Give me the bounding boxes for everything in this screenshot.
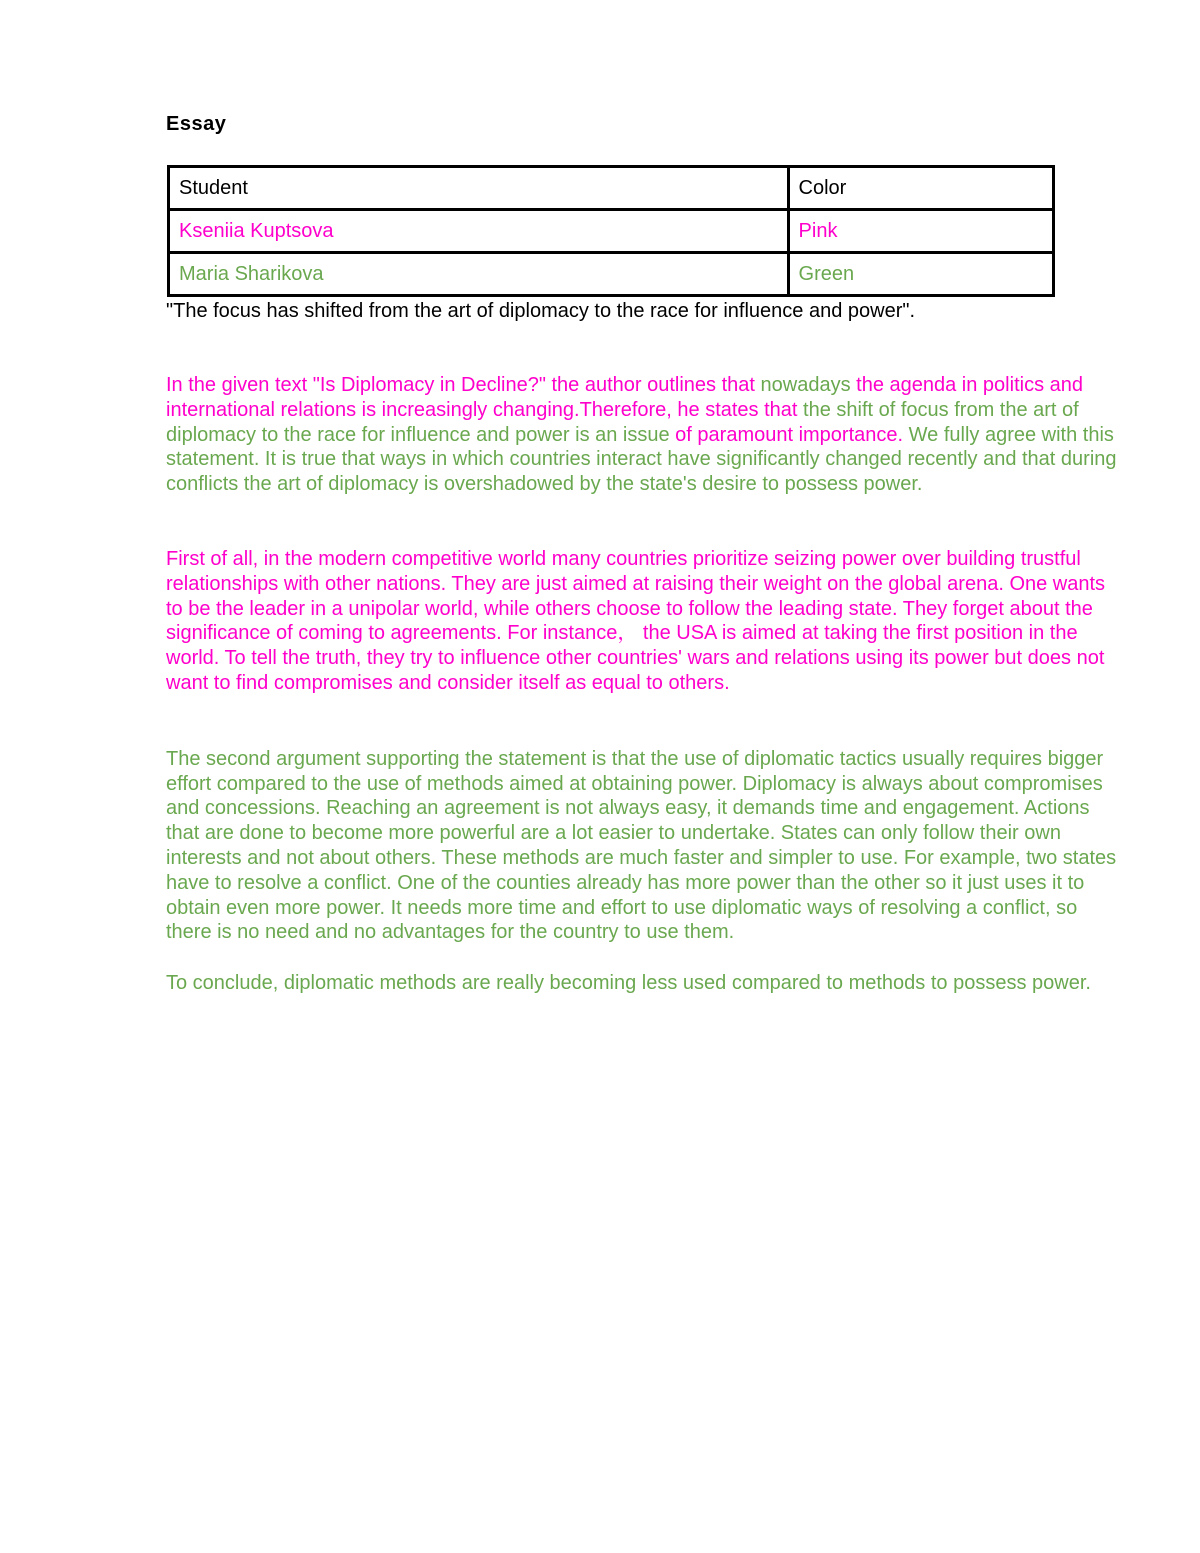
paragraph-second-argument: The second argument supporting the statement is that the use of diplomatic tactics usually requires bigger effort compared to the use of methods aimed at obtaining power. Diplomacy is always about compromises and concessions. Reaching an agreement is not always easy, it demands time and engagement. Actions that are done to become more powerful are a lot easier to undertake. States can only follow their own interests and not about others. These methods are much faster and simpler to use. For example, two states have to resolve a conflict. One of the counties already has more power than the other so it just uses it to obtain even more power. It needs more time and effort to use diplomatic ways of resolving a conflict, so there is no need and no advantages for the country to use them. (166, 747, 1117, 944)
student-color-cell: Green (788, 253, 1053, 296)
header-color: Color (788, 167, 1053, 210)
essay-title: Essay (166, 113, 227, 135)
table-row (169, 210, 1054, 253)
student-name-cell: Kseniia Kuptsova (169, 210, 789, 253)
paragraph-introduction (166, 373, 1122, 497)
table-header-row (169, 167, 1054, 210)
student-name-cell: Maria Sharikova (169, 253, 789, 296)
paragraph-first-argument: First of all, in the modern competitive world many countries prioritize seizing power over building trustful relationships with other nations. They are just aimed at raising their weight on the global arena. One wants to be the leader in a unipolar world, while others choose to follow the leading state. They forget about the significance of coming to agreements. For instance， the USA is aimed at taking the first position in the world. To tell the truth, they try to influence other countries' wars and relations using its power but does not want to find compromises and consider itself as equal to others. (166, 547, 1106, 694)
header-student: Student (169, 167, 789, 210)
text-segment-green: We fully agree with this statement. It is true that ways in which countries interact have significantly changed recently and that during conflicts the art of diplomacy is overshadowed by the state's desire to possess power. (166, 423, 1117, 496)
text-segment-green: the shift of focus from the art of diplomacy to the race for influence and power is an issue (166, 398, 1079, 446)
text-segment-pink: In the given text "Is Diplomacy in Decline?" the author outlines that (166, 374, 761, 396)
student-color-table (167, 165, 1055, 297)
essay-quote: "The focus has shifted from the art of diplomacy to the race for influence and power". (166, 300, 916, 322)
student-color-cell: Pink (788, 210, 1053, 253)
text-segment-pink: of paramount importance. (675, 423, 904, 446)
table-row (169, 253, 1054, 296)
text-segment-green: nowadays (760, 374, 857, 396)
paragraph-conclusion: To conclude, diplomatic methods are really becoming less used compared to methods to possess power. (166, 972, 1091, 995)
essay-page (166, 110, 1122, 996)
text-segment-pink: the agenda in politics and international relations is increasingly changing.Therefore, he states that (166, 374, 1083, 421)
